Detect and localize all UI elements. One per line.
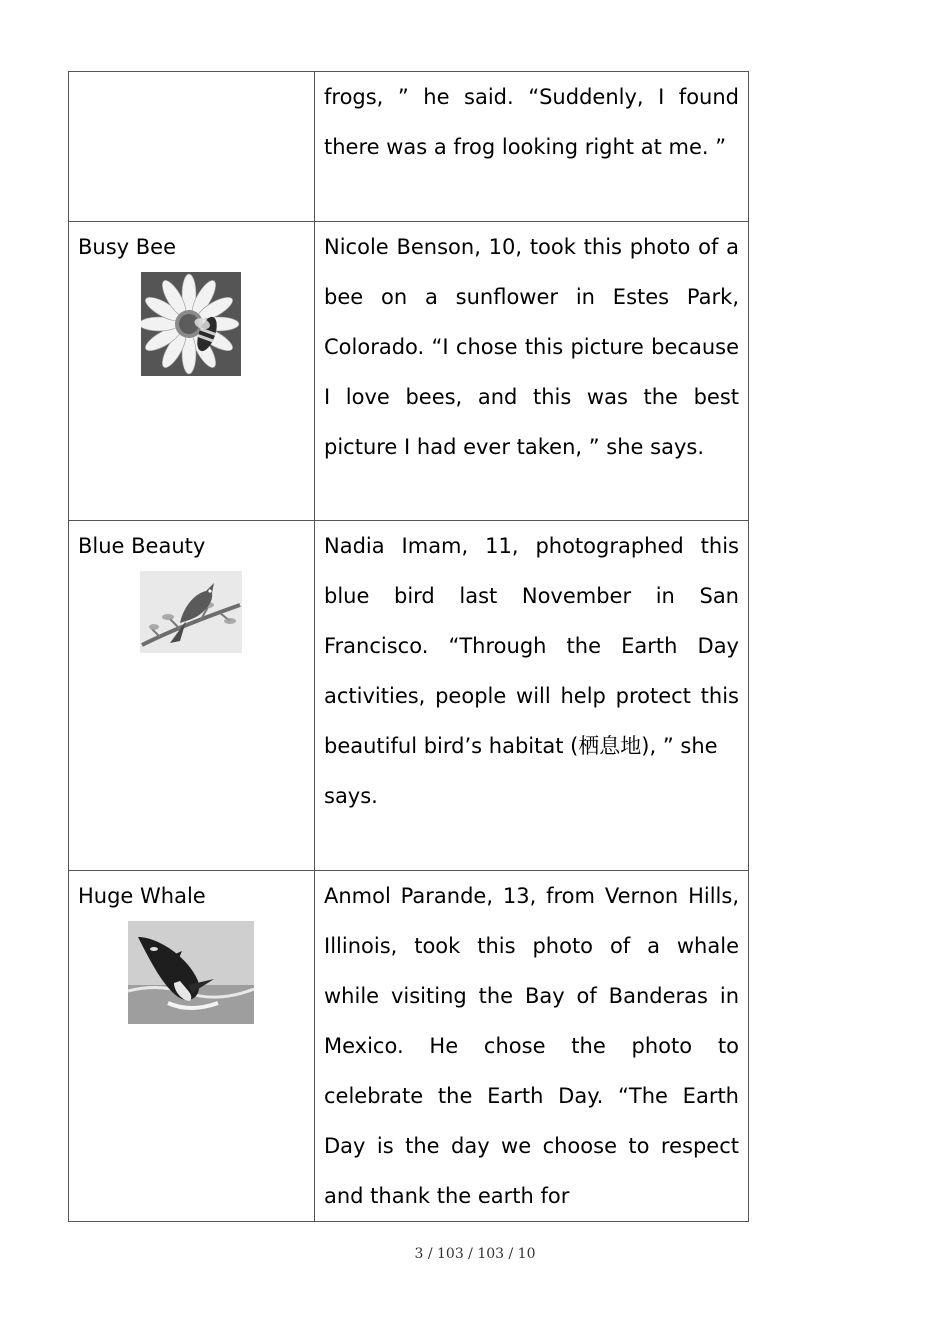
- blue-bird-photo: [140, 571, 242, 653]
- photo-contest-table: [68, 71, 749, 1222]
- table-row: [69, 222, 749, 521]
- row-description-main: Nadia Imam, 11, photographed this blue bird last November in San Francisco. “Through the Earth Day activities, people will help protect this beautiful bird’s habitat (栖息地), ” she: [324, 534, 739, 758]
- title-cell: [69, 222, 315, 521]
- page-footer: 3 / 103 / 103 / 10: [414, 1246, 536, 1262]
- row-title: Busy Bee: [78, 235, 177, 259]
- row-description: [315, 521, 748, 821]
- bee-on-sunflower-photo: [141, 272, 241, 376]
- row-description: Nicole Benson, 10, took this photo of a bee on a sunflower in Estes Park, Colorado. “I chose this picture because I love bees, and this was the best picture I had ever taken, ” she says.: [324, 235, 739, 459]
- table-row: [69, 521, 749, 871]
- title-cell: [69, 72, 315, 222]
- title-cell: [69, 871, 315, 1222]
- row-description: frogs, ” he said. “Suddenly, I found there was a frog looking right at me. ”: [324, 85, 739, 159]
- row-title: Blue Beauty: [78, 534, 206, 558]
- row-title: [69, 72, 314, 122]
- description-cell: [315, 72, 749, 222]
- description-cell: [315, 222, 749, 521]
- description-cell: [315, 521, 749, 871]
- table-row: [69, 72, 749, 222]
- row-description-tail: says.: [324, 784, 378, 808]
- whale-photo: [128, 921, 254, 1024]
- description-cell: [315, 871, 749, 1222]
- row-description: Anmol Parande, 13, from Vernon Hills, Illinois, took this photo of a whale while visiting the Bay of Banderas in Mexico. He chose the photo to celebrate the Earth Day. “The Earth Day is the day we choose to respect and thank the earth for: [324, 884, 739, 1208]
- table-row: [69, 871, 749, 1222]
- row-title: Huge Whale: [78, 884, 206, 908]
- title-cell: [69, 521, 315, 871]
